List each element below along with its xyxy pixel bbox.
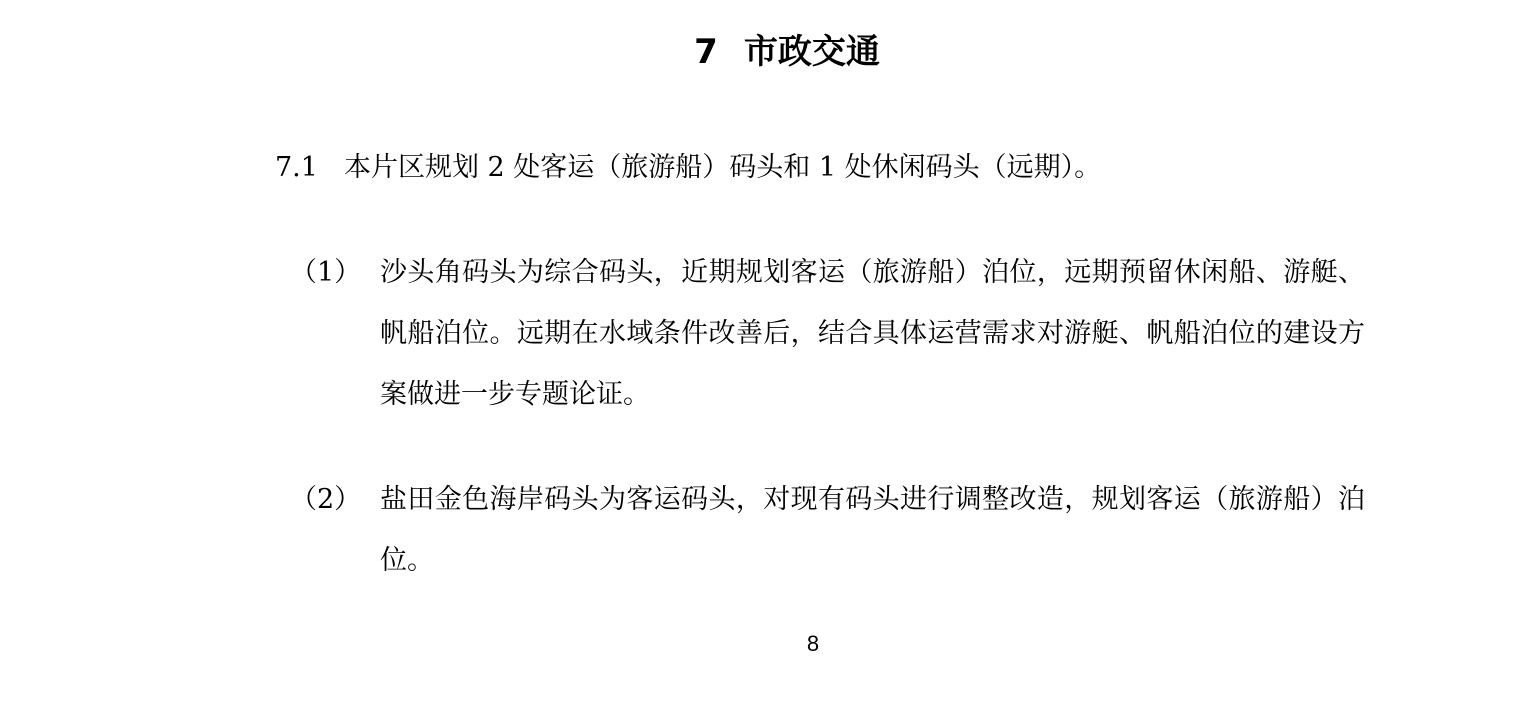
chapter-number: 7 xyxy=(694,32,718,72)
chapter-title-text: 市政交通 xyxy=(743,32,880,72)
item-text: 沙头角码头为综合码头，近期规划客运（旅游船）泊位，远期预留休闲船、游艇、帆船泊位。远期在水域条件改善后，结合具体运营需求对游艇、帆船泊位的建设方案做进一步专题论证。 xyxy=(380,257,1365,410)
page-number: 8 xyxy=(806,631,820,656)
list-item xyxy=(290,469,1365,591)
section-text: 本片区规划 2 处客运（旅游船）码头和 1 处休闲码头（远期）。 xyxy=(343,152,1102,183)
list-item xyxy=(290,242,1365,425)
section-7-1 xyxy=(275,146,1375,190)
section-number: 7.1 xyxy=(275,152,318,183)
item-marker: （2） xyxy=(290,484,362,515)
item-text: 盐田金色海岸码头为客运码头，对现有码头进行调整改造，规划客运（旅游船）泊位。 xyxy=(380,484,1365,576)
item-marker: （1） xyxy=(290,257,362,288)
chapter-title xyxy=(0,28,1522,76)
